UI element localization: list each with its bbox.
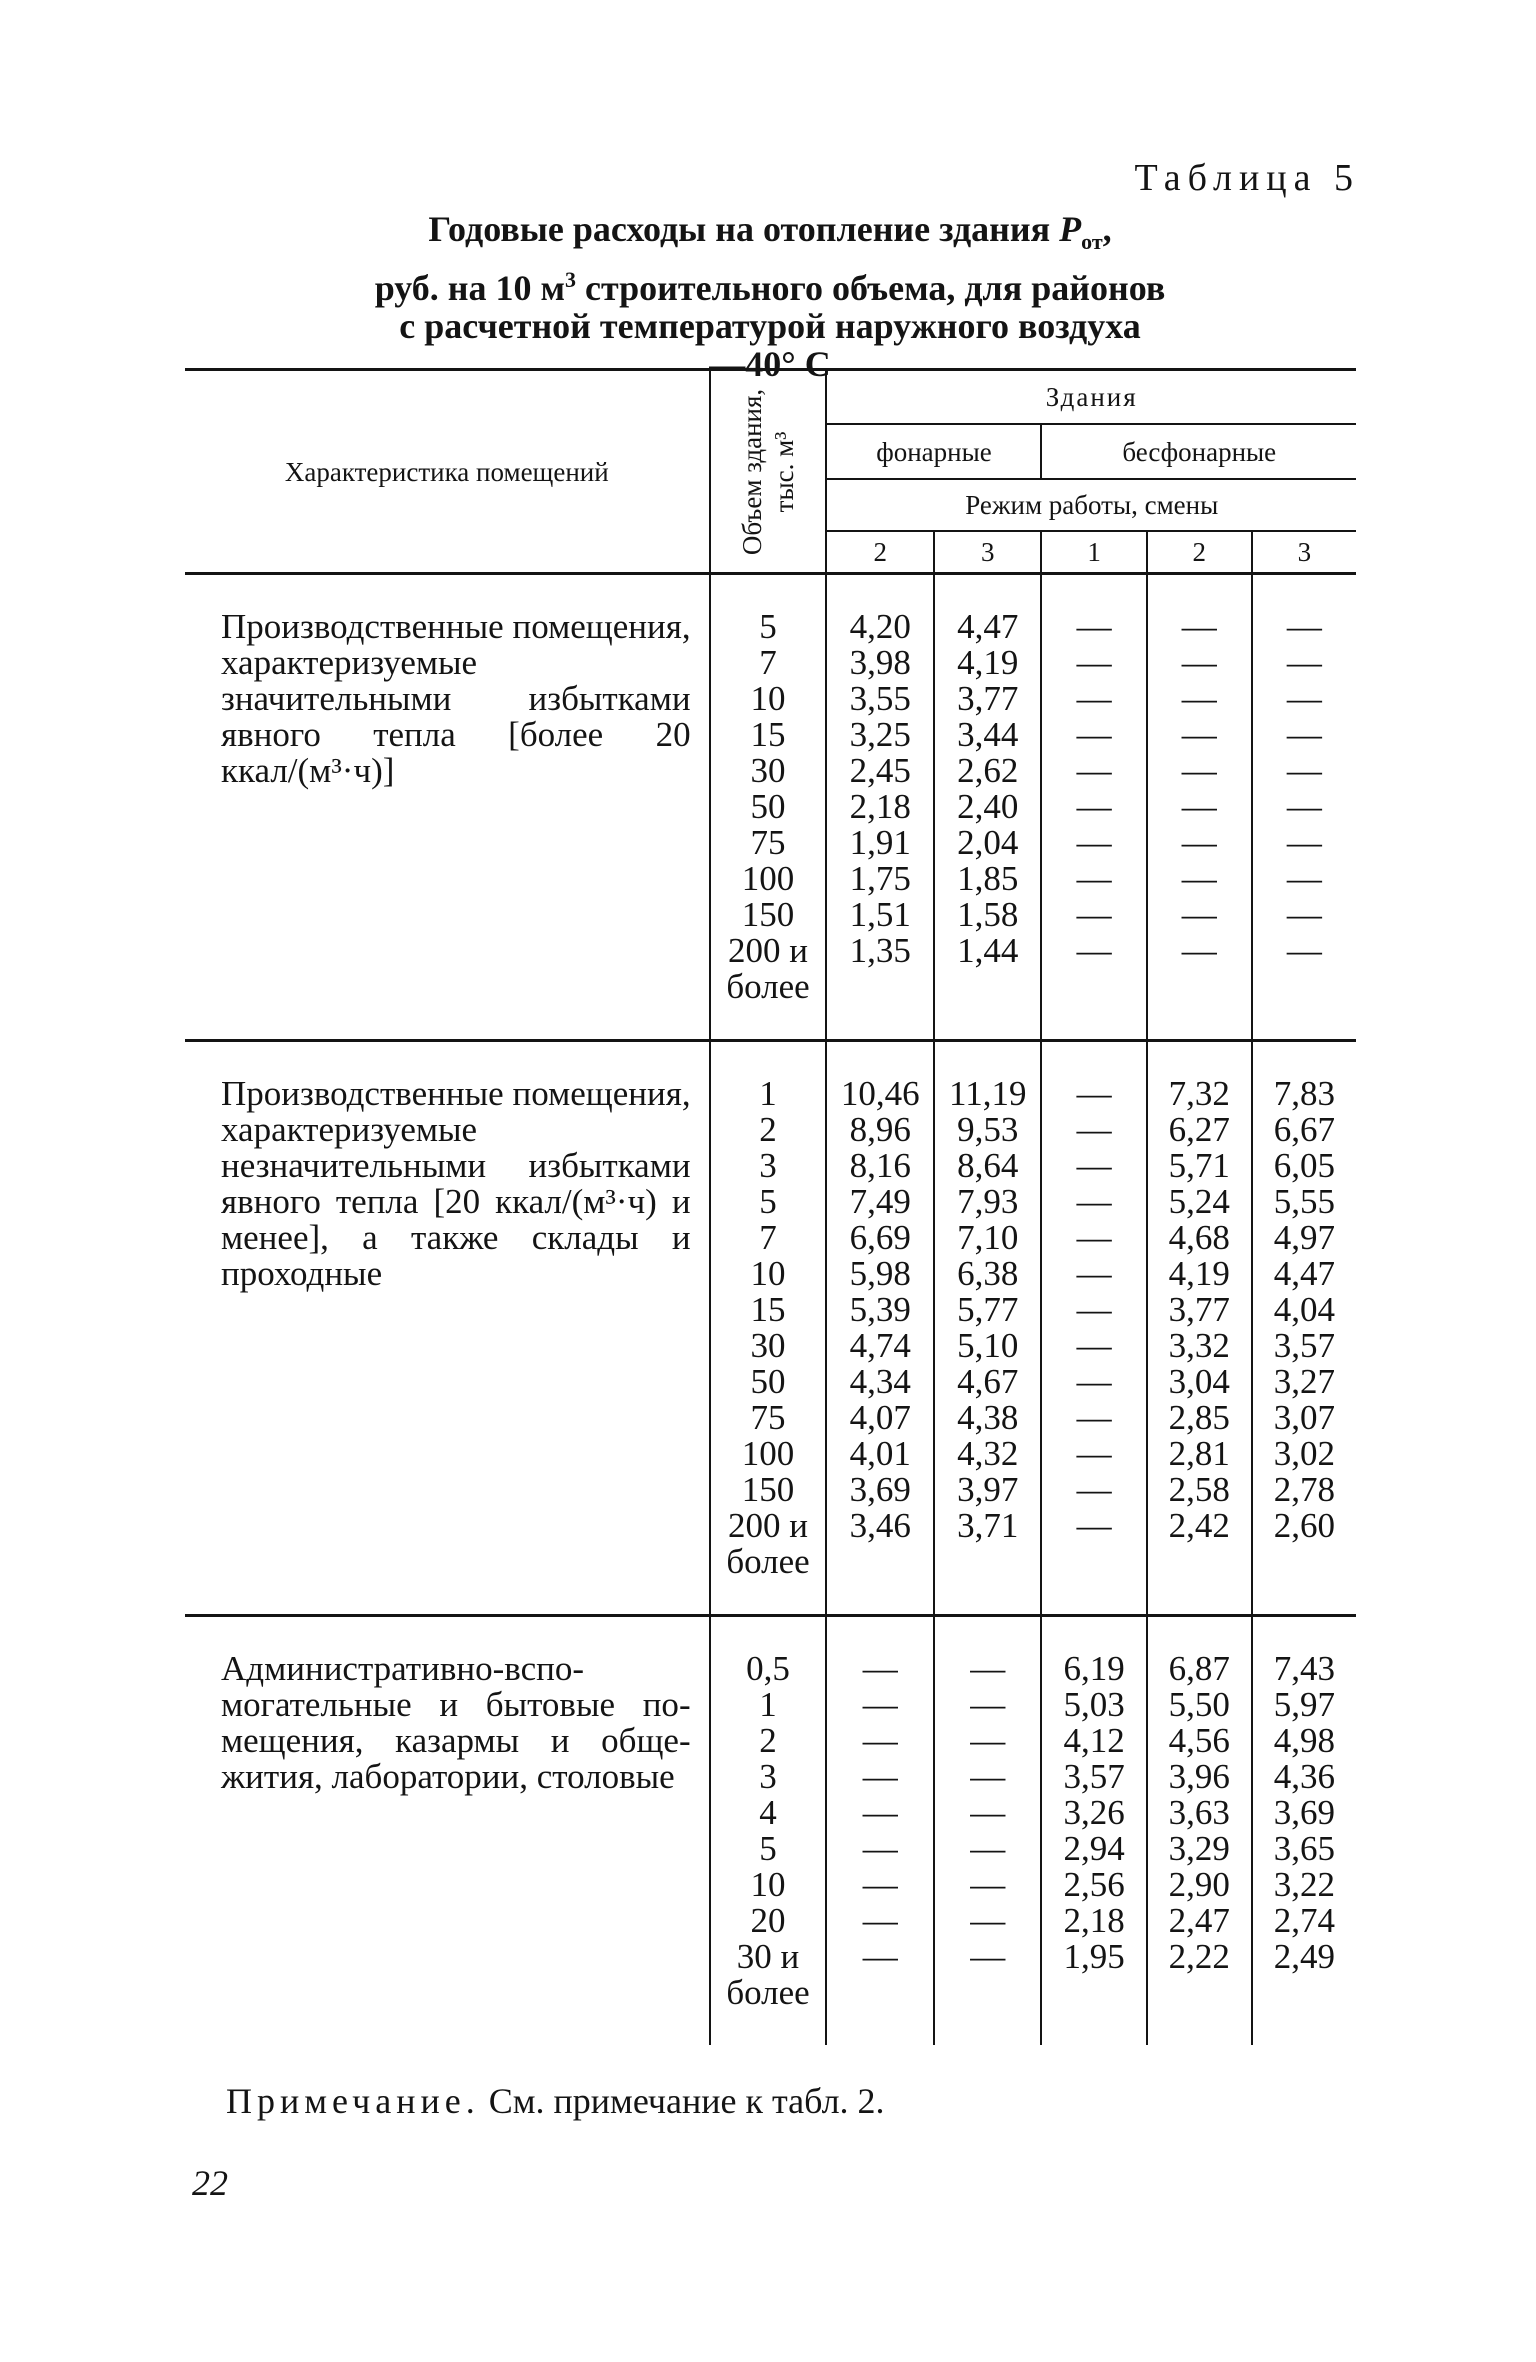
cost-value: — <box>1286 931 1322 970</box>
cost-value: 5,77 <box>957 1290 1019 1329</box>
header-lantern: фонарные <box>826 424 1041 479</box>
cost-value: — <box>1076 607 1112 646</box>
cost-value: 4,56 <box>1168 1721 1230 1760</box>
cost-value: 4,38 <box>957 1398 1019 1437</box>
header-volume <box>710 370 827 574</box>
cost-column-nolantern-1 <box>1041 609 1146 1005</box>
cost-value: 7,83 <box>1273 1074 1336 1113</box>
cost-value: 7,32 <box>1168 1074 1230 1113</box>
cost-value: — <box>1076 1074 1112 1113</box>
cost-value: — <box>1076 823 1112 862</box>
volume-value: 30 <box>750 751 786 790</box>
cost-value: 3,57 <box>1063 1757 1125 1796</box>
cost-value: 1,91 <box>849 823 911 862</box>
cost-value: 3,69 <box>1273 1793 1336 1832</box>
cost-value: 1,44 <box>957 931 1019 970</box>
volume-value: 15 <box>750 715 786 754</box>
cost-value: — <box>1181 679 1217 718</box>
volume-value: 100 <box>741 859 795 898</box>
cost-value: — <box>1076 1290 1112 1329</box>
cost-value: — <box>1286 895 1322 934</box>
cost-value: 4,32 <box>957 1434 1019 1473</box>
cost-value: 3,07 <box>1273 1398 1336 1437</box>
cost-value: — <box>970 1865 1006 1904</box>
cost-value: — <box>1286 715 1322 754</box>
title-line-3: с расчетной температурой наружного воздуха <box>399 306 1141 347</box>
cost-value: 8,16 <box>849 1146 911 1185</box>
cost-value: 1,58 <box>957 895 1019 934</box>
cost-value: — <box>970 1649 1006 1688</box>
volume-value: 3 <box>759 1146 777 1185</box>
cost-value: — <box>1076 1110 1112 1149</box>
cost-value: — <box>1076 1146 1112 1185</box>
cost-value: — <box>862 1829 898 1868</box>
cost-value: 6,05 <box>1273 1146 1336 1185</box>
cost-value: 5,71 <box>1168 1146 1230 1185</box>
volume-value: 15 <box>750 1290 786 1329</box>
cost-value: — <box>1286 679 1322 718</box>
cost-value: — <box>1286 823 1322 862</box>
heating-cost-table <box>185 368 1356 2045</box>
cost-value: — <box>1076 1326 1112 1365</box>
volume-value: 0,5 <box>746 1649 790 1688</box>
table-note <box>226 2080 885 2122</box>
cost-value: — <box>1286 787 1322 826</box>
title-line-1: Годовые расходы на отопление здания $P_{от}$, <box>428 209 1112 255</box>
volume-value: 4 <box>759 1793 777 1832</box>
cost-value: 5,97 <box>1273 1685 1336 1724</box>
cost-value: — <box>1286 859 1322 898</box>
volume-value: 75 <box>750 823 786 862</box>
cost-value: 3,98 <box>849 643 911 682</box>
cost-value: 3,69 <box>849 1470 911 1509</box>
cost-column-lantern-3 <box>934 609 1041 1005</box>
cost-value: 6,19 <box>1063 1649 1125 1688</box>
cost-value: — <box>1076 1182 1112 1221</box>
cost-value: — <box>1076 895 1112 934</box>
cost-value: — <box>1076 1218 1112 1257</box>
volume-value: 1 <box>759 1685 777 1724</box>
cost-value: 3,27 <box>1273 1362 1336 1401</box>
volume-value: более <box>726 967 810 1006</box>
room-characteristic: Производственные помещения, характеризуемые незначительными избытками явного тепла [20 ккал/(м³·ч) и менее], а также склады и проходные <box>221 1074 691 1293</box>
note-text: См. примечание к табл. 2. <box>479 2081 885 2121</box>
cost-value: 2,94 <box>1063 1829 1125 1868</box>
cost-value: 2,49 <box>1273 1937 1336 1976</box>
volume-value: 5 <box>759 1829 777 1868</box>
cost-value: 4,34 <box>849 1362 911 1401</box>
header-characteristic: Характеристика помещений <box>185 370 710 574</box>
volume-list <box>710 1076 827 1580</box>
volume-value: 50 <box>750 1362 786 1401</box>
table-title <box>185 210 1355 383</box>
cost-value: 5,24 <box>1168 1182 1230 1221</box>
cost-value: 6,38 <box>957 1254 1019 1293</box>
cost-value: — <box>1076 787 1112 826</box>
volume-value: более <box>726 1973 810 2012</box>
cost-value: 8,96 <box>849 1110 911 1149</box>
table-row <box>185 1651 1356 2011</box>
cost-value: 2,22 <box>1168 1937 1230 1976</box>
volume-value: 30 <box>750 1326 786 1365</box>
header-work-mode: Режим работы, смены <box>826 479 1356 531</box>
volume-value: 50 <box>750 787 786 826</box>
cost-value: 3,55 <box>849 679 911 718</box>
cost-value: 4,36 <box>1273 1757 1336 1796</box>
cost-value: 4,74 <box>849 1326 911 1365</box>
cost-value: 4,67 <box>957 1362 1019 1401</box>
cost-value: 5,39 <box>849 1290 911 1329</box>
table-row <box>185 609 1356 1005</box>
cost-value: 6,87 <box>1168 1649 1230 1688</box>
cost-column-nolantern-2 <box>1147 1076 1252 1580</box>
cost-value: 4,12 <box>1063 1721 1125 1760</box>
cost-value: — <box>1076 1506 1112 1545</box>
cost-value: 5,10 <box>957 1326 1019 1365</box>
volume-value: 100 <box>741 1434 795 1473</box>
cost-value: — <box>1076 1470 1112 1509</box>
cost-value: 3,22 <box>1273 1865 1336 1904</box>
cost-value: 4,04 <box>1273 1290 1336 1329</box>
cost-value: 4,01 <box>849 1434 911 1473</box>
cost-value: 3,65 <box>1273 1829 1336 1868</box>
header-volume-line-2: тыс. м³ <box>769 431 800 512</box>
volume-value: 5 <box>759 607 777 646</box>
cost-value: 5,03 <box>1063 1685 1125 1724</box>
cost-value: — <box>970 1793 1006 1832</box>
title-line-2: руб. на 10 $м^3$ строительного объема, для районов <box>374 267 1166 309</box>
cost-value: 2,58 <box>1168 1470 1230 1509</box>
cost-value: 7,43 <box>1273 1649 1336 1688</box>
header-shift-nolantern-1: 1 <box>1041 531 1146 574</box>
volume-value: 200 и <box>728 931 809 970</box>
cost-value: — <box>1076 1434 1112 1473</box>
volume-value: 75 <box>750 1398 786 1437</box>
cost-value: 2,81 <box>1168 1434 1230 1473</box>
cost-value: — <box>970 1901 1006 1940</box>
cost-value: 2,45 <box>849 751 911 790</box>
room-characteristic: Производственные помещения, характеризуемые значительными избытками явного тепла [более 20 ккал/(м³·ч)] <box>221 607 691 790</box>
cost-value: 4,68 <box>1168 1218 1230 1257</box>
cost-value: — <box>1286 643 1322 682</box>
cost-value: 1,95 <box>1063 1937 1125 1976</box>
cost-column-nolantern-2 <box>1147 609 1252 1005</box>
header-shift-lantern-2: 2 <box>826 531 934 574</box>
cost-value: 3,71 <box>957 1506 1019 1545</box>
cost-value: 1,85 <box>957 859 1019 898</box>
cost-value: — <box>1076 643 1112 682</box>
table-row <box>185 1076 1356 1580</box>
cost-value: 1,75 <box>849 859 911 898</box>
table-header <box>185 370 1356 574</box>
cost-value: — <box>970 1721 1006 1760</box>
volume-value: 200 и <box>728 1506 809 1545</box>
cost-value: 4,47 <box>957 607 1019 646</box>
volume-value: 3 <box>759 1757 777 1796</box>
cost-value: 3,46 <box>849 1506 911 1545</box>
cost-value: — <box>1076 679 1112 718</box>
cost-value: 3,77 <box>957 679 1019 718</box>
volume-value: 150 <box>741 1470 795 1509</box>
volume-value: 2 <box>759 1110 777 1149</box>
cost-value: — <box>1181 823 1217 862</box>
header-volume-line-1: Объем здания, <box>737 388 768 555</box>
cost-value: 3,63 <box>1168 1793 1230 1832</box>
cost-value: 2,56 <box>1063 1865 1125 1904</box>
cost-column-lantern-2 <box>826 1651 934 2011</box>
cost-value: 5,50 <box>1168 1685 1230 1724</box>
cost-value: — <box>862 1937 898 1976</box>
title-line-4: —40° С <box>709 344 831 385</box>
cost-value: 3,04 <box>1168 1362 1230 1401</box>
cost-value: 8,64 <box>957 1146 1019 1185</box>
volume-value: 7 <box>759 643 777 682</box>
cost-value: 9,53 <box>957 1110 1019 1149</box>
header-buildings: Здания <box>826 370 1356 425</box>
cost-value: 2,42 <box>1168 1506 1230 1545</box>
cost-value: — <box>862 1901 898 1940</box>
cost-value: — <box>1181 751 1217 790</box>
cost-value: 1,51 <box>849 895 911 934</box>
header-no-lantern: бесфонарные <box>1041 424 1356 479</box>
volume-value: 150 <box>741 895 795 934</box>
cost-value: 6,69 <box>849 1218 911 1257</box>
cost-value: — <box>970 1757 1006 1796</box>
volume-value: 2 <box>759 1721 777 1760</box>
cost-value: 3,44 <box>957 715 1019 754</box>
cost-value: 3,26 <box>1063 1793 1125 1832</box>
cost-value: — <box>970 1937 1006 1976</box>
cost-value: — <box>1181 607 1217 646</box>
cost-value: 3,57 <box>1273 1326 1336 1365</box>
cost-value: 2,60 <box>1273 1506 1336 1545</box>
cost-value: 3,97 <box>957 1470 1019 1509</box>
cost-value: 4,07 <box>849 1398 911 1437</box>
cost-value: — <box>1181 643 1217 682</box>
cost-value: 3,96 <box>1168 1757 1230 1796</box>
cost-value: — <box>1286 751 1322 790</box>
cost-value: 3,02 <box>1273 1434 1336 1473</box>
cost-value: 7,10 <box>957 1218 1019 1257</box>
cost-value: 7,49 <box>849 1182 911 1221</box>
cost-value: — <box>862 1757 898 1796</box>
cost-value: 4,47 <box>1273 1254 1336 1293</box>
cost-value: 2,90 <box>1168 1865 1230 1904</box>
cost-column-nolantern-1 <box>1041 1076 1146 1580</box>
cost-value: — <box>1181 895 1217 934</box>
cost-value: — <box>1076 859 1112 898</box>
cost-value: 3,32 <box>1168 1326 1230 1365</box>
volume-value: 10 <box>750 679 786 718</box>
cost-value: 7,93 <box>957 1182 1019 1221</box>
cost-value: 2,18 <box>1063 1901 1125 1940</box>
volume-value: 5 <box>759 1182 777 1221</box>
cost-value: — <box>862 1649 898 1688</box>
table-body <box>185 574 1356 2046</box>
cost-value: — <box>1181 787 1217 826</box>
cost-value: 4,19 <box>957 643 1019 682</box>
table-label: Таблица 5 <box>1134 157 1360 199</box>
cost-value: 4,98 <box>1273 1721 1336 1760</box>
cost-value: 2,85 <box>1168 1398 1230 1437</box>
cost-value: 2,04 <box>957 823 1019 862</box>
cost-value: 11,19 <box>949 1074 1027 1113</box>
cost-value: 2,78 <box>1273 1470 1336 1509</box>
cost-column-lantern-2 <box>826 1076 934 1580</box>
cost-column-nolantern-3 <box>1252 1651 1356 2011</box>
volume-list <box>710 1651 827 2011</box>
cost-value: — <box>862 1793 898 1832</box>
page-number: 22 <box>192 2163 228 2203</box>
cost-value: 3,77 <box>1168 1290 1230 1329</box>
cost-column-lantern-3 <box>934 1651 1041 2011</box>
cost-value: — <box>862 1865 898 1904</box>
cost-value: 4,19 <box>1168 1254 1230 1293</box>
cost-value: — <box>1286 607 1322 646</box>
cost-value: 5,98 <box>849 1254 911 1293</box>
cost-column-lantern-2 <box>826 609 934 1005</box>
cost-value: 6,27 <box>1168 1110 1230 1149</box>
cost-value: 3,25 <box>849 715 911 754</box>
cost-value: — <box>1181 859 1217 898</box>
cost-value: 6,67 <box>1273 1110 1336 1149</box>
cost-value: — <box>970 1829 1006 1868</box>
volume-value: 7 <box>759 1218 777 1257</box>
cost-value: — <box>862 1685 898 1724</box>
cost-value: 5,55 <box>1273 1182 1336 1221</box>
cost-column-nolantern-2 <box>1147 1651 1252 2011</box>
cost-value: 2,18 <box>849 787 911 826</box>
volume-value: 20 <box>750 1901 786 1940</box>
cost-value: — <box>1076 1398 1112 1437</box>
cost-value: 2,62 <box>957 751 1019 790</box>
header-shift-lantern-3: 3 <box>934 531 1041 574</box>
cost-value: — <box>1181 715 1217 754</box>
header-shift-nolantern-3: 3 <box>1252 531 1356 574</box>
cost-column-nolantern-3 <box>1252 609 1356 1005</box>
cost-value: 4,20 <box>849 607 911 646</box>
cost-value: — <box>1076 715 1112 754</box>
cost-value: — <box>970 1685 1006 1724</box>
cost-value: 3,29 <box>1168 1829 1230 1868</box>
volume-value: 10 <box>750 1865 786 1904</box>
cost-value: 2,40 <box>957 787 1019 826</box>
cost-value: — <box>1181 931 1217 970</box>
header-shift-nolantern-2: 2 <box>1147 531 1252 574</box>
volume-list <box>710 609 827 1005</box>
cost-column-nolantern-3 <box>1252 1076 1356 1580</box>
room-characteristic: Административно-вспомогательные и бытовые помещения, казармы и общежития, лаборатории, столовые <box>221 1649 691 1796</box>
cost-value: — <box>1076 751 1112 790</box>
cost-value: — <box>1076 931 1112 970</box>
cost-value: — <box>862 1721 898 1760</box>
volume-value: 10 <box>750 1254 786 1293</box>
cost-value: 4,97 <box>1273 1218 1336 1257</box>
cost-value: 10,46 <box>840 1074 920 1113</box>
cost-value: 1,35 <box>849 931 911 970</box>
cost-column-nolantern-1 <box>1041 1651 1146 2011</box>
cost-column-lantern-3 <box>934 1076 1041 1580</box>
cost-value: 2,47 <box>1168 1901 1230 1940</box>
note-label: Примечание. <box>226 2081 480 2121</box>
cost-value: 2,74 <box>1273 1901 1336 1940</box>
cost-value: — <box>1076 1362 1112 1401</box>
volume-value: 30 и <box>736 1937 800 1976</box>
volume-value: более <box>726 1542 810 1581</box>
volume-value: 1 <box>759 1074 777 1113</box>
cost-value: — <box>1076 1254 1112 1293</box>
